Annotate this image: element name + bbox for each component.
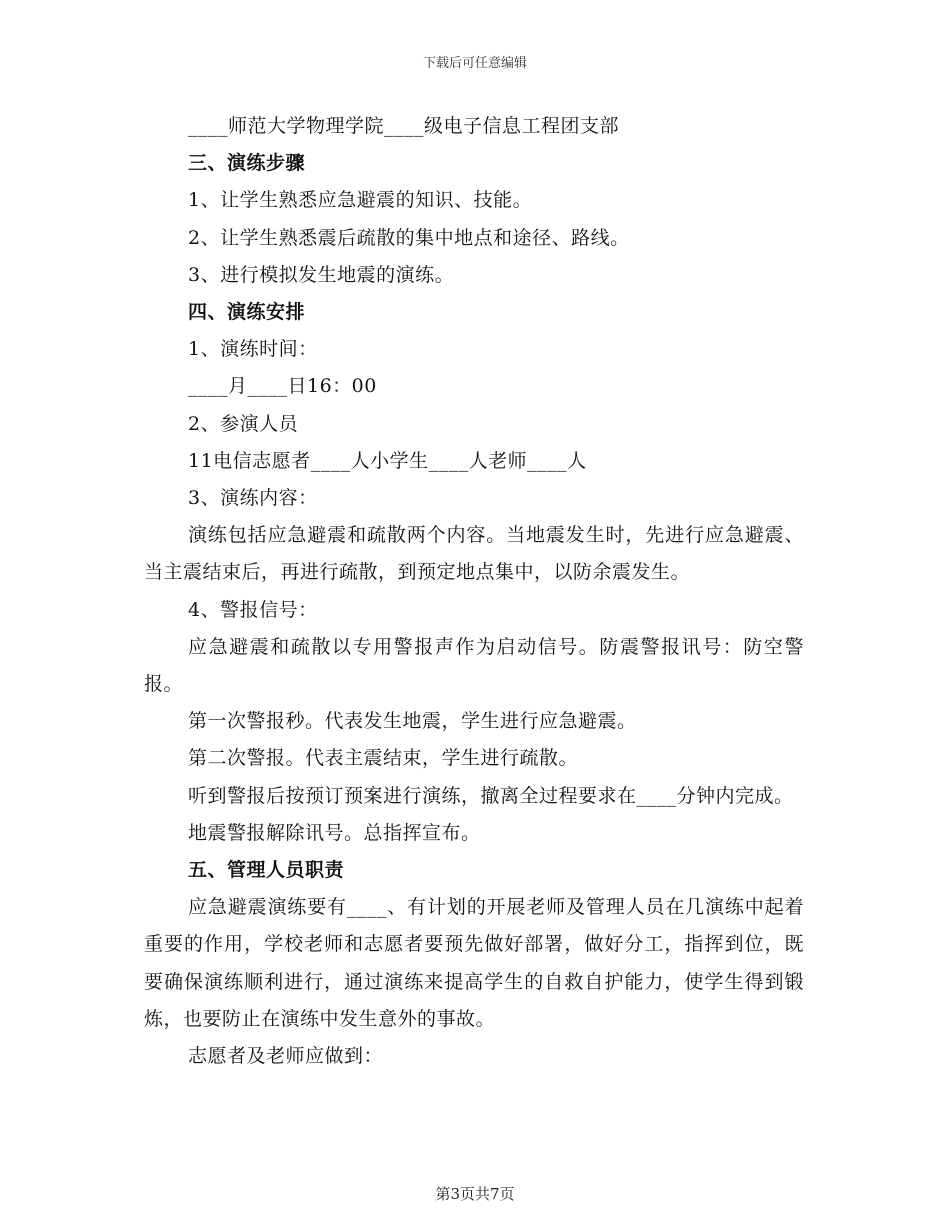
paragraph: 第二次警报。代表主震结束，学生进行疏散。 bbox=[188, 747, 579, 770]
section-heading: 五、管理人员职责 bbox=[188, 859, 345, 882]
paragraph: 地震警报解除讯号。总指挥宣布。 bbox=[188, 821, 481, 844]
page-header-note: 下载后可任意编辑 bbox=[422, 56, 527, 71]
section-heading: 三、演练步骤 bbox=[188, 152, 306, 175]
paragraph: 第一次警报秒。代表发生地震，学生进行应急避震。 bbox=[188, 710, 637, 733]
paragraph: ____师范大学物理学院____级电子信息工程团支部 bbox=[188, 115, 620, 137]
paragraph: 1、演练时间： bbox=[188, 338, 318, 361]
paragraph: 2、参演人员 bbox=[188, 412, 299, 435]
paragraph: 11电信志愿者____人小学生____人老师____人 bbox=[188, 449, 587, 472]
page-number: 第3页共7页 bbox=[435, 1185, 515, 1203]
paragraph: ____月____日16：00 bbox=[188, 375, 377, 398]
paragraph: 1、让学生熟悉应急避震的知识、技能。 bbox=[188, 189, 533, 212]
paragraph: 演练包括应急避震和疏散两个内容。当地震发生时，先进行应急避震、当主震结束后，再进行疏散，到预定地点集中，以防余震发生。 bbox=[144, 524, 804, 584]
paragraph: 2、让学生熟悉震后疏散的集中地点和途径、路线。 bbox=[188, 226, 630, 249]
paragraph: 听到警报后按预订预案进行演练，撤离全过程要求在____分钟内完成。 bbox=[188, 784, 794, 807]
paragraph: 4、警报信号： bbox=[188, 598, 318, 621]
document-body bbox=[144, 108, 804, 1075]
paragraph: 志愿者及老师应做到： bbox=[188, 1045, 384, 1068]
section-heading: 四、演练安排 bbox=[188, 301, 306, 324]
paragraph: 应急避震演练要有____、有计划的开展老师及管理人员在几演练中起着重要的作用，学校老师和志愿者要预先做好部署，做好分工，指挥到位，既要确保演练顺利进行，通过演练来提高学生的自救自护能力，使学生得到锻炼，也要防止在演练中发生意外的事故。 bbox=[144, 896, 804, 1030]
paragraph: 应急避震和疏散以专用警报声作为启动信号。防震警报讯号：防空警报。 bbox=[144, 635, 804, 696]
paragraph: 3、演练内容： bbox=[188, 487, 318, 510]
paragraph: 3、进行模拟发生地震的演练。 bbox=[188, 263, 455, 286]
